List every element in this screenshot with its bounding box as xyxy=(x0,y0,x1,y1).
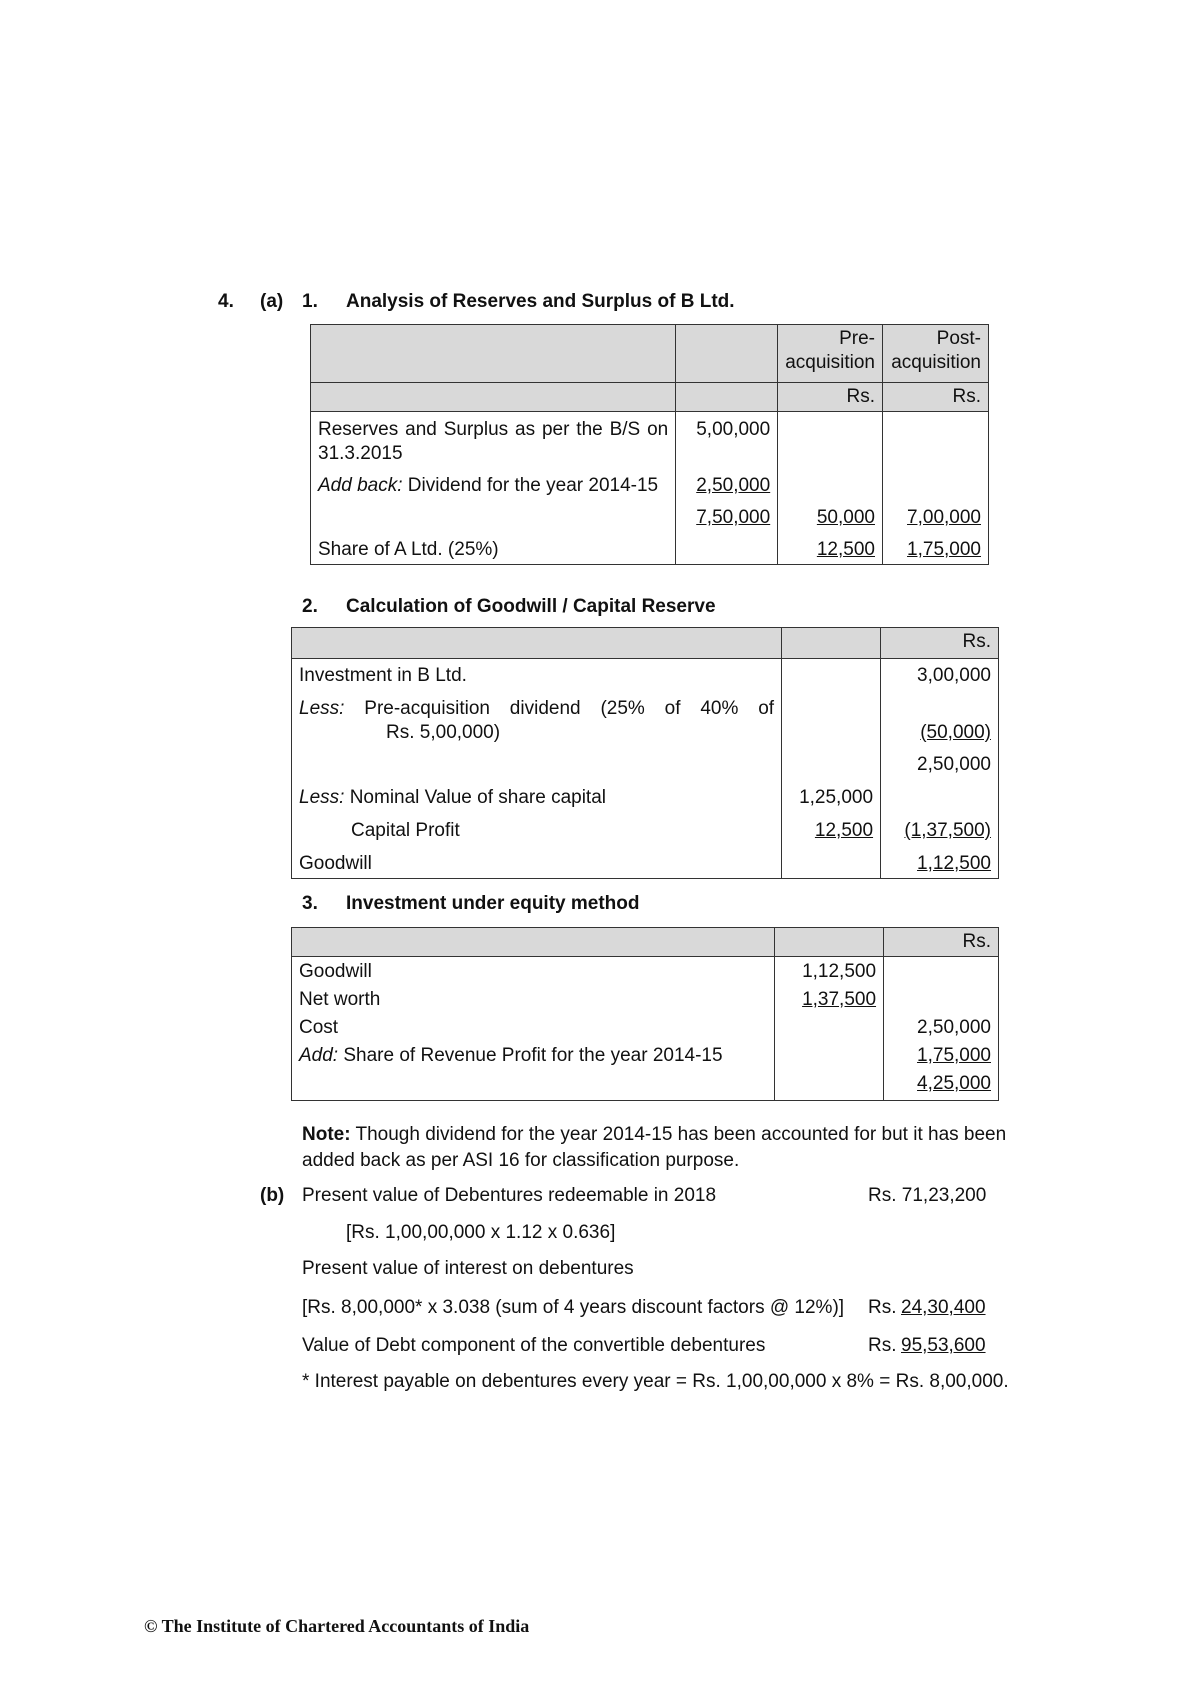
equity-method-table xyxy=(291,927,999,1101)
table-row xyxy=(292,659,999,691)
label-prefix: Add back: xyxy=(318,475,403,496)
row-label: Net worth xyxy=(292,986,775,1014)
row-amount: 5,00,000 xyxy=(676,412,778,469)
post-acquisition-header: Post- acquisition xyxy=(882,325,988,383)
table-row xyxy=(292,1070,999,1101)
row-label: Capital Profit xyxy=(292,812,782,845)
pv-debentures-working: [Rs. 1,00,00,000 x 1.12 x 0.636] xyxy=(346,1222,616,1243)
table-row xyxy=(292,812,999,845)
label-text: Dividend for the year 2014-15 xyxy=(402,475,659,496)
table-header-row xyxy=(292,628,999,659)
table-row xyxy=(292,986,999,1014)
currency-header: Rs. xyxy=(881,628,999,659)
label-text: Nominal Value of share capital xyxy=(344,787,606,808)
label-prefix: Add: xyxy=(299,1045,339,1066)
row-label: Goodwill xyxy=(292,845,782,879)
label-text: Share of Revenue Profit for the year 2014-15 xyxy=(338,1045,723,1066)
table-row xyxy=(292,1042,999,1070)
pv-interest-currency: Rs. xyxy=(868,1297,897,1318)
row-label: Share of A Ltd. (25%) xyxy=(311,532,676,565)
label-prefix: Less: xyxy=(299,698,345,719)
row-amount: 3,00,000 xyxy=(881,659,999,691)
currency-header: Rs. xyxy=(884,928,999,957)
row-label: Cost xyxy=(292,1014,775,1042)
note-label: Note: xyxy=(302,1124,351,1145)
row-label xyxy=(292,779,782,812)
table-row xyxy=(311,412,989,469)
post-amount: 7,00,000 xyxy=(907,507,981,528)
row-mid-amount: 1,37,500 xyxy=(802,989,877,1010)
row-amount: 1,12,500 xyxy=(917,853,991,874)
table-row xyxy=(292,690,999,747)
part-a-label: (a) xyxy=(260,291,284,312)
label-continuation: Rs. 5,00,000) xyxy=(386,722,501,743)
row-label xyxy=(292,1042,775,1070)
row-amount: (50,000) xyxy=(920,722,991,743)
goodwill-calculation-table xyxy=(291,627,999,879)
row-label xyxy=(292,690,782,747)
section-2-title: Calculation of Goodwill / Capital Reserve xyxy=(346,596,716,617)
currency-header: Rs. xyxy=(882,383,988,412)
row-mid-amount: 12,500 xyxy=(814,820,874,841)
pre-amount: 50,000 xyxy=(816,507,875,528)
row-label: Investment in B Ltd. xyxy=(292,659,782,691)
section-2-number: 2. xyxy=(302,596,318,617)
pv-debentures-amount: Rs. 71,23,200 xyxy=(868,1185,987,1206)
row-mid-amount: 1,25,000 xyxy=(782,779,881,812)
page-footer: © The Institute of Chartered Accountants of India xyxy=(144,1616,530,1636)
section-1-title: Analysis of Reserves and Surplus of B Ltd. xyxy=(346,291,735,312)
question-number: 4. xyxy=(218,291,234,312)
currency-header: Rs. xyxy=(778,383,883,412)
debt-component-amount: 95,53,600 xyxy=(901,1335,986,1356)
pre-amount: 12,500 xyxy=(816,539,875,560)
table-row xyxy=(311,468,989,500)
pv-interest-amount: 24,30,400 xyxy=(901,1297,986,1318)
note-text: Though dividend for the year 2014-15 has been accounted for but it has been added back as per ASI 16 for classification purpose. xyxy=(302,1124,1007,1171)
pv-interest-working: [Rs. 8,00,000* x 3.038 (sum of 4 years discount factors @ 12%)] xyxy=(302,1297,845,1318)
row-amount: 4,25,000 xyxy=(917,1073,991,1094)
section-1-number: 1. xyxy=(302,291,318,312)
row-amount: 1,75,000 xyxy=(917,1045,991,1066)
row-amount: (1,37,500) xyxy=(904,820,991,841)
row-amount: 7,50,000 xyxy=(696,507,771,528)
row-label: Reserves and Surplus as per the B/S on 31.3.2015 xyxy=(311,412,676,469)
debt-component-currency: Rs. xyxy=(868,1335,897,1356)
table-row xyxy=(311,532,989,565)
section-3-number: 3. xyxy=(302,893,318,914)
row-mid-amount: 1,12,500 xyxy=(775,957,884,987)
table-row xyxy=(292,779,999,812)
note-paragraph xyxy=(302,1122,1014,1174)
section-3-title: Investment under equity method xyxy=(346,893,640,914)
table-header-row xyxy=(292,928,999,957)
table-header-row xyxy=(311,325,989,383)
row-amount: 2,50,000 xyxy=(696,475,771,496)
row-amount: 2,50,000 xyxy=(884,1014,999,1042)
table-row xyxy=(292,845,999,879)
table-row xyxy=(292,747,999,779)
label-text: Pre-acquisition dividend (25% of 40% of xyxy=(364,698,775,719)
table-row xyxy=(292,957,999,987)
pre-acquisition-header: Pre- acquisition xyxy=(778,325,883,383)
part-b-label: (b) xyxy=(260,1185,285,1206)
row-label: Goodwill xyxy=(292,957,775,987)
row-amount: 2,50,000 xyxy=(881,747,999,779)
table-row xyxy=(292,1014,999,1042)
pv-interest-label: Present value of interest on debentures xyxy=(302,1258,634,1279)
row-label xyxy=(311,468,676,500)
table-header-row xyxy=(311,383,989,412)
post-amount: 1,75,000 xyxy=(907,539,981,560)
interest-footnote: * Interest payable on debentures every year = Rs. 1,00,00,000 x 8% = Rs. 8,00,000. xyxy=(302,1371,1009,1392)
reserves-analysis-table xyxy=(310,324,989,565)
pv-debentures-label: Present value of Debentures redeemable in 2018 xyxy=(302,1185,717,1206)
label-prefix: Less: xyxy=(299,787,345,808)
table-row xyxy=(311,500,989,532)
debt-component-label: Value of Debt component of the convertible debentures xyxy=(302,1335,766,1356)
